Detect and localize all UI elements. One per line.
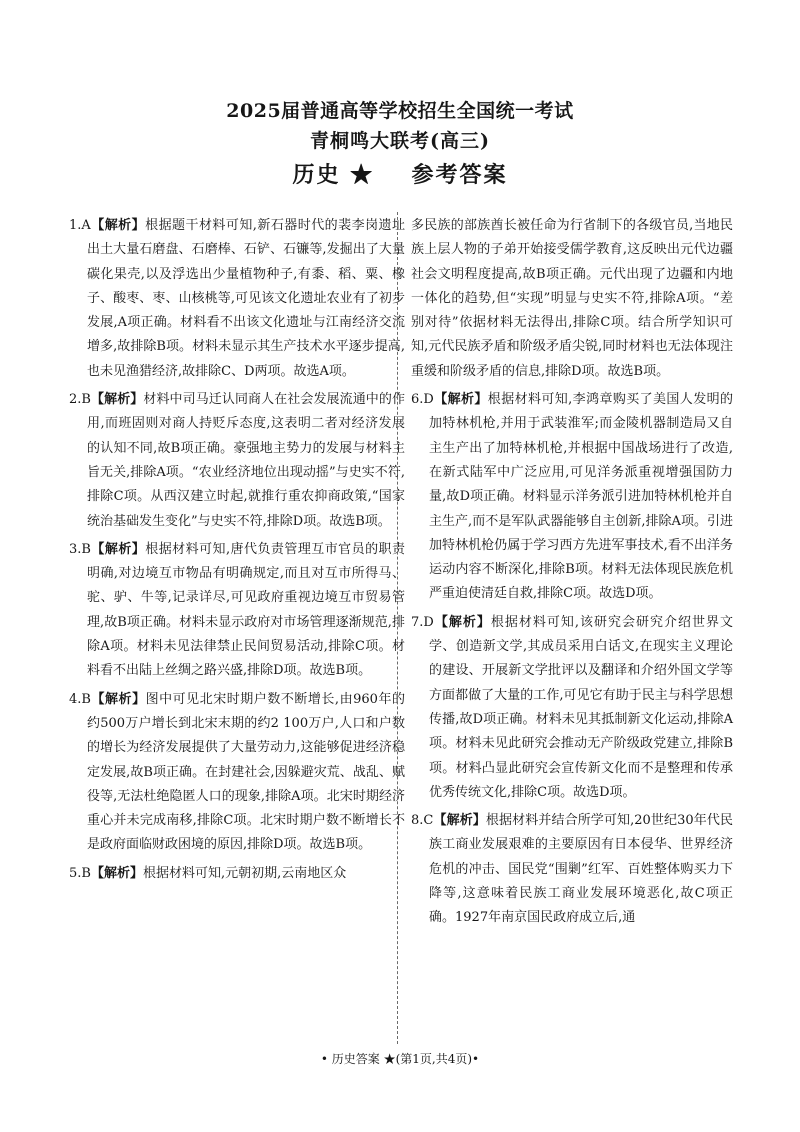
answer-item-3: 3.B【解析】根据材料可知,唐代负责管理互市官员的职责明确,对边境互市物品有明确规定,而且对互市所得马、驼、驴、牛等,记录详尽,可见政府重视边境互市贸易管理,故B项正确。材料未显示政府对市场管理逐渐规范,排除A项。材料未见法律禁止民间贸易活动,排除C项。材料看不出陆上丝绸之路兴盛,排除D项。故选B项。 xyxy=(69,541,405,679)
exam-subtitle: 青桐鸣大联考(高三) xyxy=(310,130,490,152)
column-divider xyxy=(397,212,398,1044)
star-mark: ★ xyxy=(350,162,375,188)
page-footer: • 历史答案 ★(第1页,共4页)• xyxy=(320,1052,480,1066)
answer-heading xyxy=(0,158,800,189)
answer-item-8: 8.C【解析】根据材料并结合所学可知,20世纪30年代民族工商业发展艰难的主要原因有日本侵华、世界经济危机的冲击、国民党“围剿”红军、百姓整体购买力下降等,这意味着民族工商业发展环境恶化,故C项正确。1927年南京国民政府成立后,通 xyxy=(411,813,733,926)
answer-item-5: 5.B【解析】根据材料可知,元朝初期,云南地区众 xyxy=(69,865,347,881)
answer-item-5-continued: 多民族的部族酋长被任命为行省制下的各级官员,当地民族上层人物的子弟开始接受儒学教育,这反映出元代边疆社会文明程度提高,故B项正确。元代出现了边疆和内地一体化的趋势,但“实现”明显与史实不符,排除A项。“差别对待”依据材料无法得出,排除C项。结合所学知识可知,元代民族矛盾和阶级矛盾尖锐,同时材料也无法体现注重缓和阶级矛盾的信息,排除D项。故选B项。 xyxy=(411,218,733,379)
right-column xyxy=(411,214,733,935)
subject-name: 历史 xyxy=(292,162,341,188)
answer-title: 参考答案 xyxy=(411,162,508,188)
answer-item-4: 4.B【解析】图中可见北宋时期户数不断增长,由960年的约500万户增长到北宋末期的约2 100万户,人口和户数的增长为经济发展提供了大量劳动力,这能够促进经济稳定发展,故B项正确。在封建社会,因躲避灾荒、战乱、赋役等,无法杜绝隐匿人口的现象,排除A项。北宋时期经济重心并未完成南移,排除C项。北宋时期户数不断增长不是政府面临财政困境的原因,排除D项。故选B项。 xyxy=(69,691,405,853)
answer-item-2: 2.B【解析】材料中司马迁认同商人在社会发展流通中的作用,而班固则对商人持贬斥态度,这表明二者对经济发展的认知不同,故B项正确。豪强地主势力的发展与材料主旨无关,排除A项。“农业经济地位出现动摇”与史实不符,排除C项。从西汉建立时起,就推行重农抑商政策,“国家统治基础发生变化”与史实不符,排除D项。故选B项。 xyxy=(69,392,405,529)
answer-item-1: 1.A【解析】根据题干材料可知,新石器时代的裴李岗遗址出土大量石磨盘、石磨棒、石铲、石镰等,发掘出了大量碳化果壳,以及浮选出少量植物种子,有黍、稻、粟、橡子、酸枣、枣、山核桃等,可见该文化遗址农业有了初步发展,A项正确。材料看不出该文化遗址与江南经济交流增多,故排除B项。材料未显示其生产技术水平逐步提高,也未见渔猎经济,故排除C、D两项。故选A项。 xyxy=(69,218,405,379)
answer-item-6: 6.D【解析】根据材料可知,李鸿章购买了美国人发明的加特林机枪,并用于武装淮军;而金陵机器制造局又自主生产出了加特林机枪,并根据中国战场进行了改造,在新式陆军中广泛应用,可见洋务派重视增强国防力量,故D项正确。材料显示洋务派引进加特林机枪并自主生产,而不是军队武器能够自主创新,排除A项。引进加特林机枪仍属于学习西方先进军事技术,看不出洋务运动内容不断深化,排除B项。材料无法体现民族危机严重迫使清廷自救,排除C项。故选D项。 xyxy=(411,392,733,602)
left-column xyxy=(69,214,405,890)
exam-title: 2025届普通高等学校招生全国统一考试 xyxy=(226,100,574,122)
answer-item-7: 7.D【解析】根据材料可知,该研究会研究介绍世界文学、创造新文学,其成员采用白话文,在现实主义理论的建设、开展新文学批评以及翻译和介绍外国文学等方面都做了大量的工作,可见它有助于民主与科学思想传播,故D项正确。材料未见其抵制新文化运动,排除A项。材料未见此研究会推动无产阶级政党建立,排除B项。材料凸显此研究会宣传新文化而不是整理和传承优秀传统文化,排除C项。故选D项。 xyxy=(411,614,733,800)
